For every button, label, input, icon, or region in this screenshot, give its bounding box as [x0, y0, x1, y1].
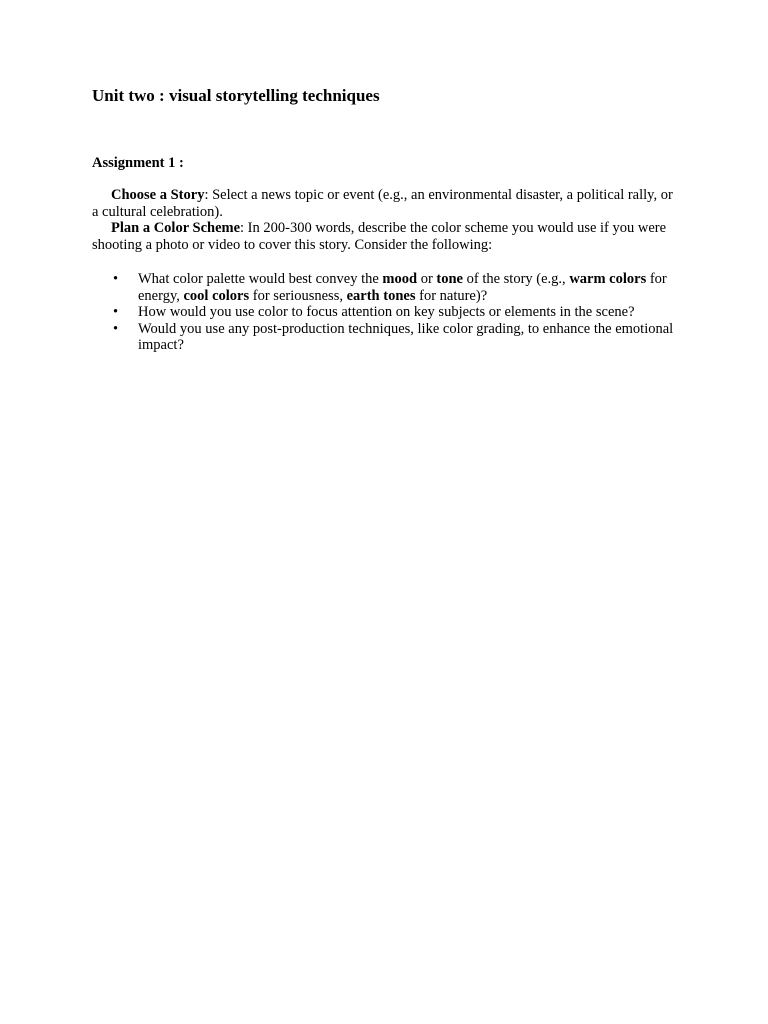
- emphasis-text: warm colors: [569, 271, 647, 287]
- assignment-heading: Assignment 1 :: [92, 155, 184, 171]
- list-item: [92, 304, 682, 321]
- emphasis-text: tone: [436, 271, 463, 287]
- bullet-icon: •: [113, 304, 119, 320]
- emphasis-text: earth tones: [346, 287, 416, 304]
- list-item-text: What color palette would best convey the mood or tone of the story (e.g., warm colors for energy, cool colors for seriousness, earth tones for nature)?: [138, 271, 667, 304]
- bullet-icon: •: [113, 271, 119, 287]
- emphasis-text: cool colors: [183, 287, 250, 304]
- instruction-plan-color-scheme: [92, 220, 682, 253]
- list-item: [92, 271, 682, 304]
- instruction-label: Plan a Color Scheme: [111, 220, 241, 236]
- bullet-icon: •: [113, 320, 119, 337]
- instructions: [92, 187, 682, 253]
- document-title: Unit two : visual storytelling techniques: [92, 86, 380, 105]
- instruction-choose-story: [92, 187, 682, 220]
- consideration-list: [92, 271, 682, 354]
- instruction-text: : In 200-300 words, describe the color scheme you would use if you were shooting a photo or video to cover this story. Consider the following:: [92, 220, 667, 253]
- emphasis-text: mood: [382, 271, 418, 287]
- list-item: [92, 321, 682, 354]
- instruction-label: Choose a Story: [111, 187, 205, 203]
- list-item-text: Would you use any post-production techniques, like color grading, to enhance the emotional impact?: [138, 320, 674, 353]
- instruction-text: : Select a news topic or event (e.g., an environmental disaster, a political rally, or a cultural celebration).: [92, 187, 673, 220]
- list-item-text: How would you use color to focus attention on key subjects or elements in the scene?: [138, 304, 635, 320]
